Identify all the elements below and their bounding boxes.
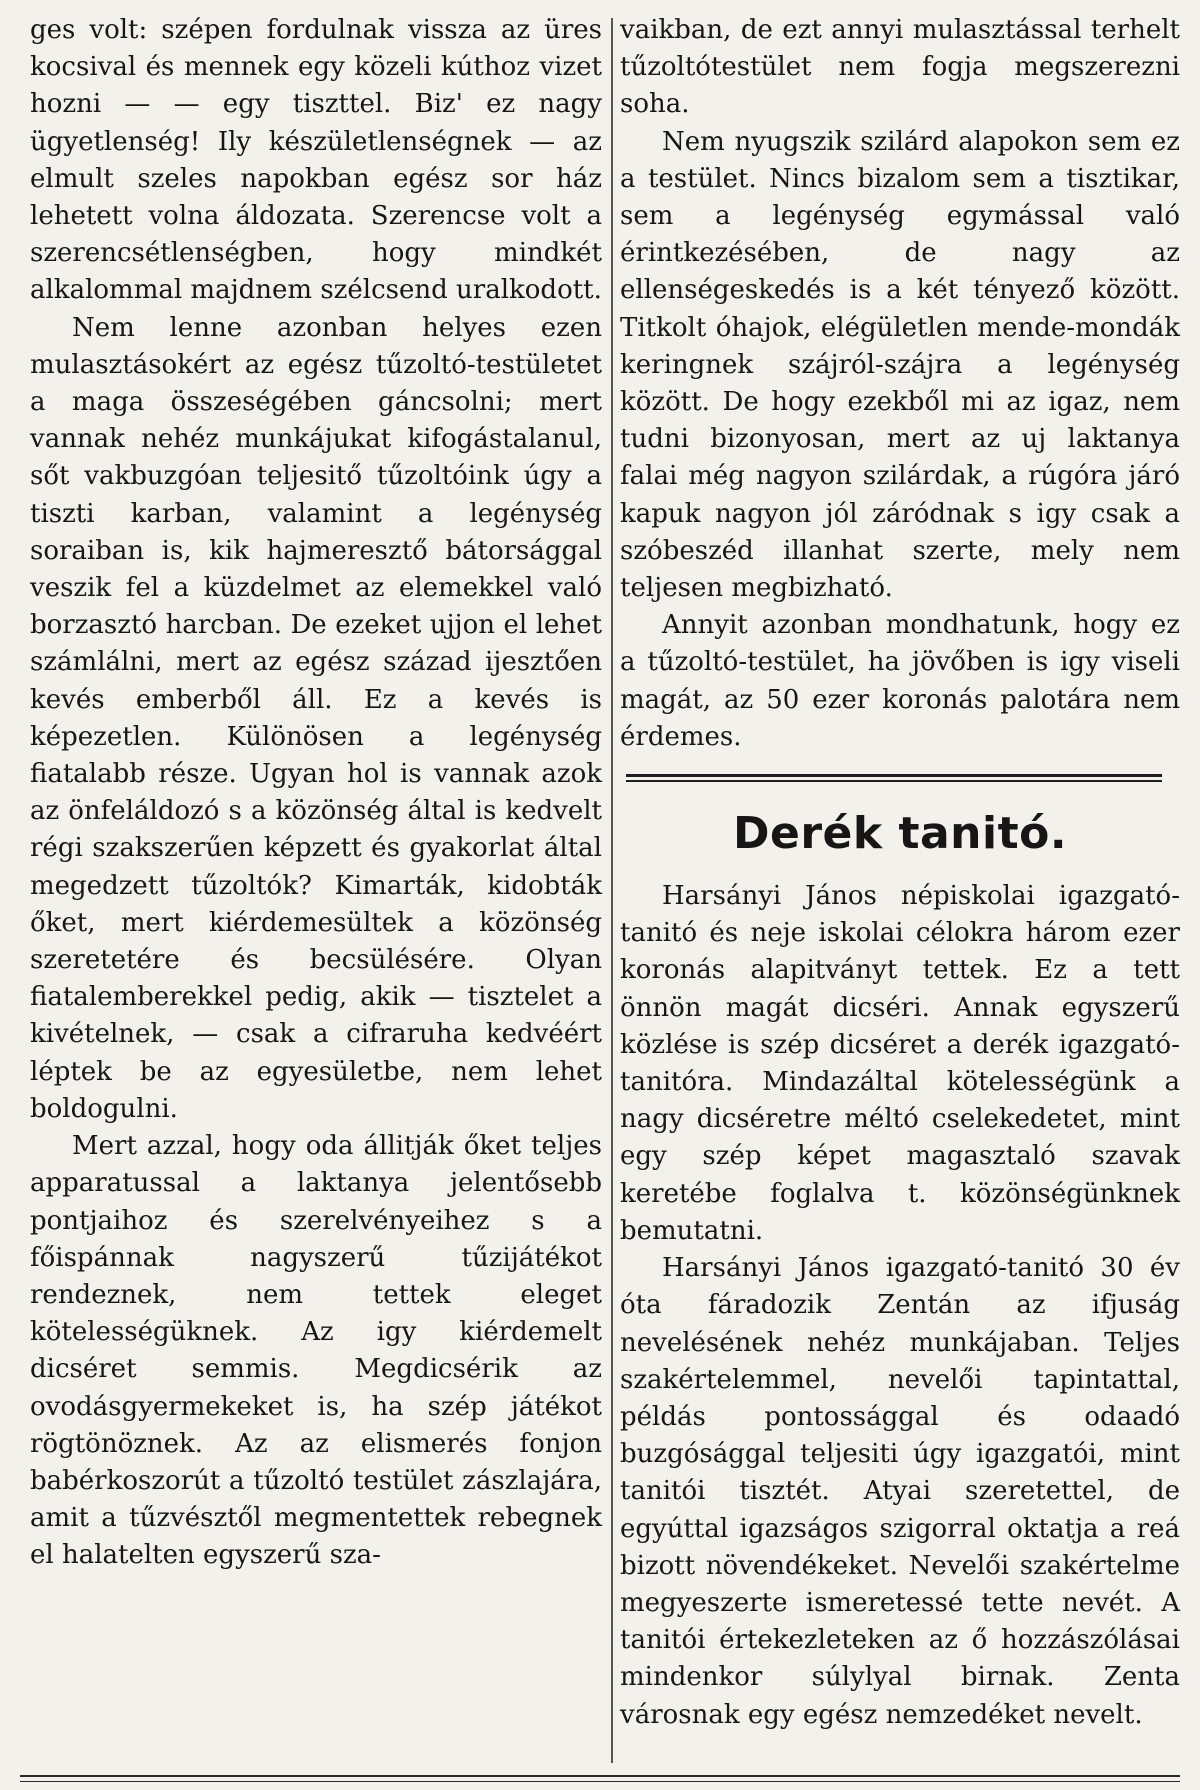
page-bottom-rule [20, 1775, 1180, 1782]
right-paragraph-2: Nem nyugszik szilárd alapokon sem ez a testület. Nincs bizalom sem a tisztikar, sem a legénység egymással való érintkezésében, de nagy az ellenségeskedés is a két tényező között. Titkolt óhajok, elégületlen mende-mondák keringnek szájról-szájra a legénység között. De hogy ezekből mi az igaz, nem tudni bizonyosan, mert az uj laktanya falai még nagyon szilárdak, a rúgóra járó kapuk nagyon jól záródnak s igy csak a szóbeszéd illanhat szerte, mely nem teljesen megbizható. [620, 126, 1180, 604]
column-divider [611, 18, 613, 1763]
right-paragraph-1: vaikban, de ezt annyi mulasztással terhelt tűzoltótestület nem fogja megszerezni soha. [620, 15, 1180, 120]
left-paragraph-3: Mert azzal, hogy oda állitják őket teljes apparatussal a laktanya jelentősebb pontjaihoz és szerelvényeihez s a főispánnak nagyszerű tűzijátékot rendeznek, nem tettek eleget kötelességüknek. Az igy kiérdemelt dicséret semmis. Megdicsérik az ovodásgyermekeket is, ha szép játékot rögtönöznek. Az az elismerés fonjon babérkoszorút a tűzoltó testület zászlajára, amit a tűzvésztől megmentettek rebegnek el halatelten egyszerű sza- [30, 1131, 602, 1571]
article-headline: Derék tanitó. [732, 808, 1068, 860]
article2-paragraph-1: Harsányi János népiskolai igazgató-tanitó és neje iskolai célokra három ezer koronás alapitványt tettek. Ez a tett önnön magát dicséri. Annak egyszerű közlése is szép dicséret a derék igazgató-tanitóra. Mindazáltal kötelességünk a nagy dicséretre méltó cselekedetet, mint egy szép képet magasztaló szavak keretébe foglalva t. közönségünknek bemutatni. [620, 881, 1180, 1246]
left-paragraph-2: Nem lenne azonban helyes ezen mulasztásokért az egész tűzoltó-testületet a maga összeségében gáncsolni; mert vannak nehéz munkájukat kifogástalanul, sőt vakbuzgóan teljesitő tűzoltóink úgy a tiszti karban, valamint a legénység soraiban is, kik hajmeresztő bátorsággal veszik fel a küzdelmet az elemekkel való borzasztó harcban. De ezeket ujjon el lehet számlálni, mert az egész század ijesztően kevés emberből áll. Ez a kevés is képezetlen. Különösen a legénység fiatalabb része. Ugyan hol is vannak azok az önfeláldozó s a közönség által is kedvelt régi szakszerűen képzett és gyakorlat által megedzett tűzoltók? Kimarták, kidobták őket, mert kiérdemesültek a közönség szeretetére és becsülésére. Olyan fiatalemberekkel pedig, akik — tisztelet a kivételnek, — csak a cifraruha kedvéért léptek be az egyesületbe, nem lehet boldogulni. [30, 312, 602, 1124]
right-paragraph-3: Annyit azonban mondhatunk, hogy ez a tűzoltó-testület, ha jövőben is igy viseli magát, az 50 ezer koronás palotára nem érdemes. [620, 610, 1180, 752]
left-paragraph-1: ges volt: szépen fordulnak vissza az üres kocsival és mennek egy közeli kúthoz vizet hozni — — egy tiszttel. Biz' ez nagy ügyetlenség! Ily készületlenségnek — az elmult szeles napokban egész sor ház lehetett volna áldozata. Szerencse volt a szerencsétlenségben, hogy mindkét alkalommal majdnem szélcsend uralkodott. [30, 15, 602, 306]
left-column [30, 12, 602, 1575]
article-separator [626, 774, 1162, 782]
article2-paragraph-2: Harsányi János igazgató-tanitó 30 év óta fáradozik Zentán az ifjuság nevelésének nehéz munkájaban. Teljes szakértelemmel, nevelői tapintattal, példás pontossággal és odaadó buzgósággal teljesiti úgy igazgatói, mint tanitói tisztét. Atyai szeretettel, de egyúttal igazságos szigorral oktatja a reá bizott növendékeket. Nevelői szakértelme megyeszerte ismeretessé tette nevét. A tanitói értekezleteken az ő hozzászólásai mindenkor súlylyal birnak. Zenta városnak egy egész nemzedéket nevelt. [620, 1253, 1180, 1730]
right-column [620, 12, 1180, 1734]
